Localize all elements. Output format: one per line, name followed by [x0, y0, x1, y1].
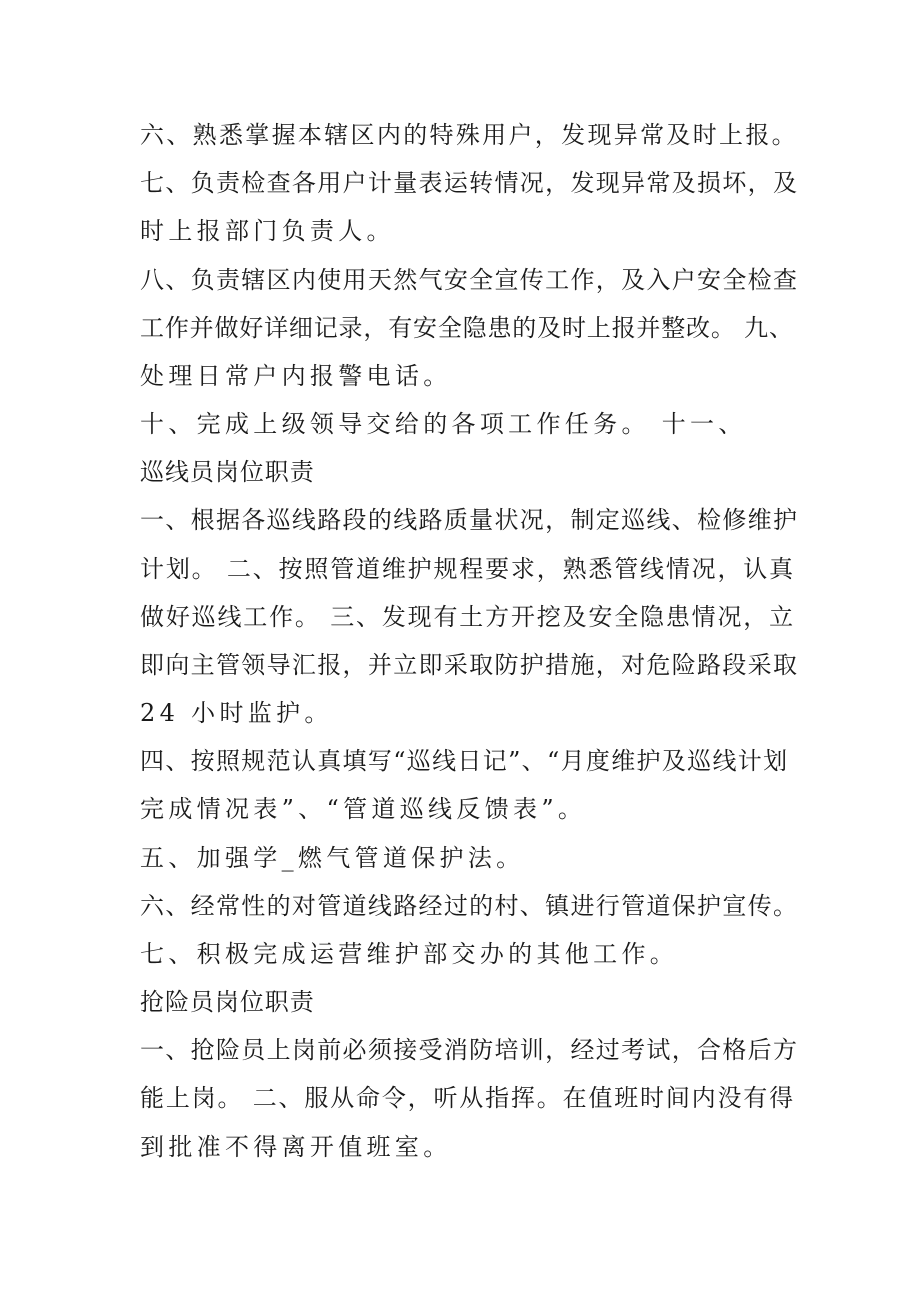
text-line-17: 六、经常性的对管道线路经过的村、镇进行管道保护宣传。	[140, 892, 799, 920]
text-line-2: 七、负责检查各用户计量表运转情况，发现异常及损坏，及	[140, 169, 799, 197]
section-heading-patrol: 巡线员岗位职责	[140, 458, 315, 486]
text-line-7: 十、完成上级领导交给的各项工作任务。 十一、	[140, 410, 747, 438]
text-line-11: 做好巡线工作。 三、发现有土方开挖及安全隐患情况，立	[140, 603, 795, 631]
text-line-14: 四、按照规范认真填写“巡线日记”、“月度维护及巡线计划	[140, 747, 789, 775]
text-line-20: 一、抢险员上岗前必须接受消防培训，经过考试，合格后方	[140, 1036, 799, 1064]
text-line-13: 24 小时监护。	[140, 699, 333, 727]
text-line-12: 即向主管领导汇报，并立即采取防护措施，对危险路段采取	[140, 651, 799, 679]
text-line-18: 七、积极完成运营维护部交办的其他工作。	[140, 940, 679, 968]
text-line-16: 五、加强学_燃气管道保护法。	[140, 844, 525, 872]
text-line-15: 完成情况表”、“管道巡线反馈表”。	[140, 795, 587, 823]
text-line-6: 处理日常户内报警电话。	[140, 362, 452, 390]
section-heading-emergency: 抢险员岗位职责	[140, 988, 315, 1016]
text-line-4: 八、负责辖区内使用天然气安全宣传工作，及入户安全检查	[140, 266, 799, 294]
text-line-3: 时上报部门负责人。	[140, 217, 395, 245]
text-line-9: 一、根据各巡线路段的线路质量状况，制定巡线、检修维护	[140, 506, 799, 534]
text-line-10: 计划。 二、按照管道维护规程要求，熟悉管线情况，认真	[140, 555, 795, 583]
text-line-1: 六、熟悉掌握本辖区内的特殊用户，发现异常及时上报。	[140, 121, 798, 149]
text-line-22: 到批准不得离开值班室。	[140, 1133, 452, 1161]
text-line-21: 能上岗。 二、服从命令，听从指挥。在值班时间内没有得	[140, 1084, 795, 1112]
text-line-5: 工作并做好详细记录，有安全隐患的及时上报并整改。 九、	[140, 314, 794, 342]
